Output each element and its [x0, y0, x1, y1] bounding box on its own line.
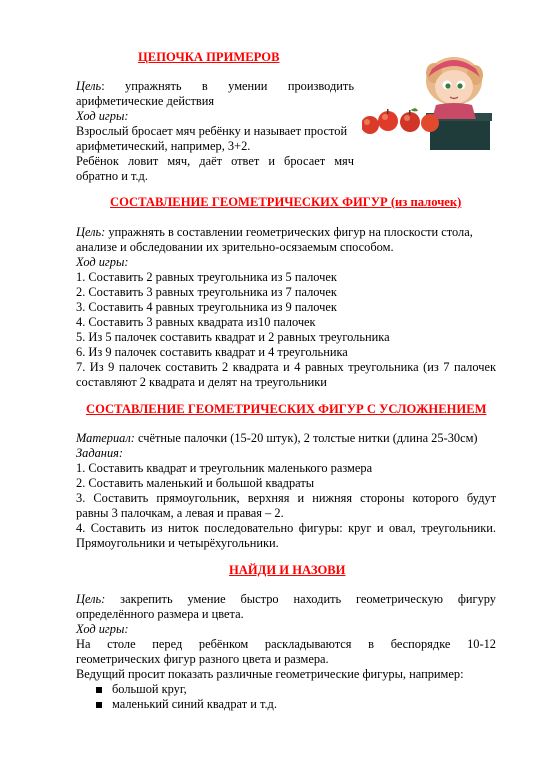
s2-item: 7. Из 9 палочек составить 2 квадрата и 4 равных треугольника (из 7 палочек	[76, 360, 496, 374]
s1-goal-text: : упражнять в умении производить	[101, 79, 354, 93]
s3-line: 4. Составить из ниток последовательно фигуры: круг и овал, треугольники.	[76, 521, 496, 535]
s4-line2: геометрических фигур разного цвета и размера.	[76, 652, 329, 666]
section-title-chain-examples: ЦЕПОЧКА ПРИМЕРОВ	[138, 50, 280, 64]
s2-item: 1. Составить 2 равных треугольника из 5 палочек	[76, 270, 337, 284]
s4-game-label: Ход игры:	[76, 622, 129, 636]
s2-item: 2. Составить 3 равных треугольника из 7 палочек	[76, 285, 337, 299]
s3-line: 1. Составить квадрат и треугольник маленького размера	[76, 461, 373, 475]
girl-with-apples-illustration	[362, 55, 492, 150]
bullet-icon	[96, 687, 102, 693]
s4-goal-text: закрепить умение быстро находить геометрическую фигуру	[105, 592, 496, 606]
section-title-figures-sticks: СОСТАВЛЕНИЕ ГЕОМЕТРИЧЕСКИХ ФИГУР (из палочек)	[110, 195, 462, 209]
s1-text-line4: обратно и т.д.	[76, 169, 148, 183]
s1-text-line2: арифметический, например, 3+2.	[76, 139, 251, 153]
bullet-icon	[96, 702, 102, 708]
s2-item: 4. Составить 3 равных квадрата из10 палочек	[76, 315, 316, 329]
s1-text-line3: Ребёнок ловит мяч, даёт ответ и бросает мяч	[76, 154, 354, 168]
s4-bullet-item: большой круг,	[112, 682, 187, 696]
s1-game-label: Ход игры:	[76, 109, 129, 123]
s2-game-label: Ход игры:	[76, 255, 129, 269]
s3-material-line	[76, 431, 478, 446]
s2-goal-label: Цель:	[76, 225, 106, 239]
s4-goal-line2: определённого размера и цвета.	[76, 607, 244, 621]
s2-item: 3. Составить 4 равных треугольника из 9 палочек	[76, 300, 337, 314]
s1-goal-line2: арифметические действия	[76, 94, 215, 108]
s2-item: составляют 2 квадрата и делят на треугольники	[76, 375, 327, 389]
section-title-figures-complex: СОСТАВЛЕНИЕ ГЕОМЕТРИЧЕСКИХ ФИГУР С УСЛОЖНЕНИЕМ	[86, 402, 487, 416]
section-title-find-and-name: НАЙДИ И НАЗОВИ	[229, 563, 346, 577]
s3-material-text: счётные палочки (15-20 штук), 2 толстые нитки (длина 25-30см)	[134, 431, 478, 445]
girl-with-apples-icon	[362, 55, 492, 150]
s3-line: 3. Составить прямоугольник, верхняя и нижняя стороны которого будут	[76, 491, 496, 505]
s2-goal-line1	[76, 225, 473, 240]
s4-goal-label: Цель:	[76, 592, 106, 606]
s2-item: 5. Из 5 палочек составить квадрат и 2 равных треугольника	[76, 330, 390, 344]
s3-line: 2. Составить маленький и большой квадраты	[76, 476, 315, 490]
s2-item: 6. Из 9 палочек составить квадрат и 4 треугольника	[76, 345, 348, 359]
s4-line1: На столе перед ребёнком раскладываются в беспорядке 10-12	[76, 637, 496, 651]
s3-material-label: Материал:	[76, 431, 135, 445]
s4-bullet-item: маленький синий квадрат и т.д.	[112, 697, 277, 711]
s1-goal-label: Цель	[76, 79, 102, 93]
s3-line: Прямоугольники и четырёхугольники.	[76, 536, 279, 550]
s4-line3: Ведущий просит показать различные геометрические фигуры, например:	[76, 667, 464, 681]
s3-tasks-label: Задания:	[76, 446, 124, 460]
s1-goal-line1	[76, 79, 354, 94]
s3-line: равны 3 палочкам, а левая и правая – 2.	[76, 506, 284, 520]
s2-goal-line2: анализе и обследовании их зрительно-осязаемым способом.	[76, 240, 394, 254]
s4-goal-line1	[76, 592, 496, 607]
s1-text-line1: Взрослый бросает мяч ребёнку и называет простой	[76, 124, 348, 138]
s2-goal-text: упражнять в составлении геометрических фигур на плоскости стола,	[105, 225, 473, 239]
